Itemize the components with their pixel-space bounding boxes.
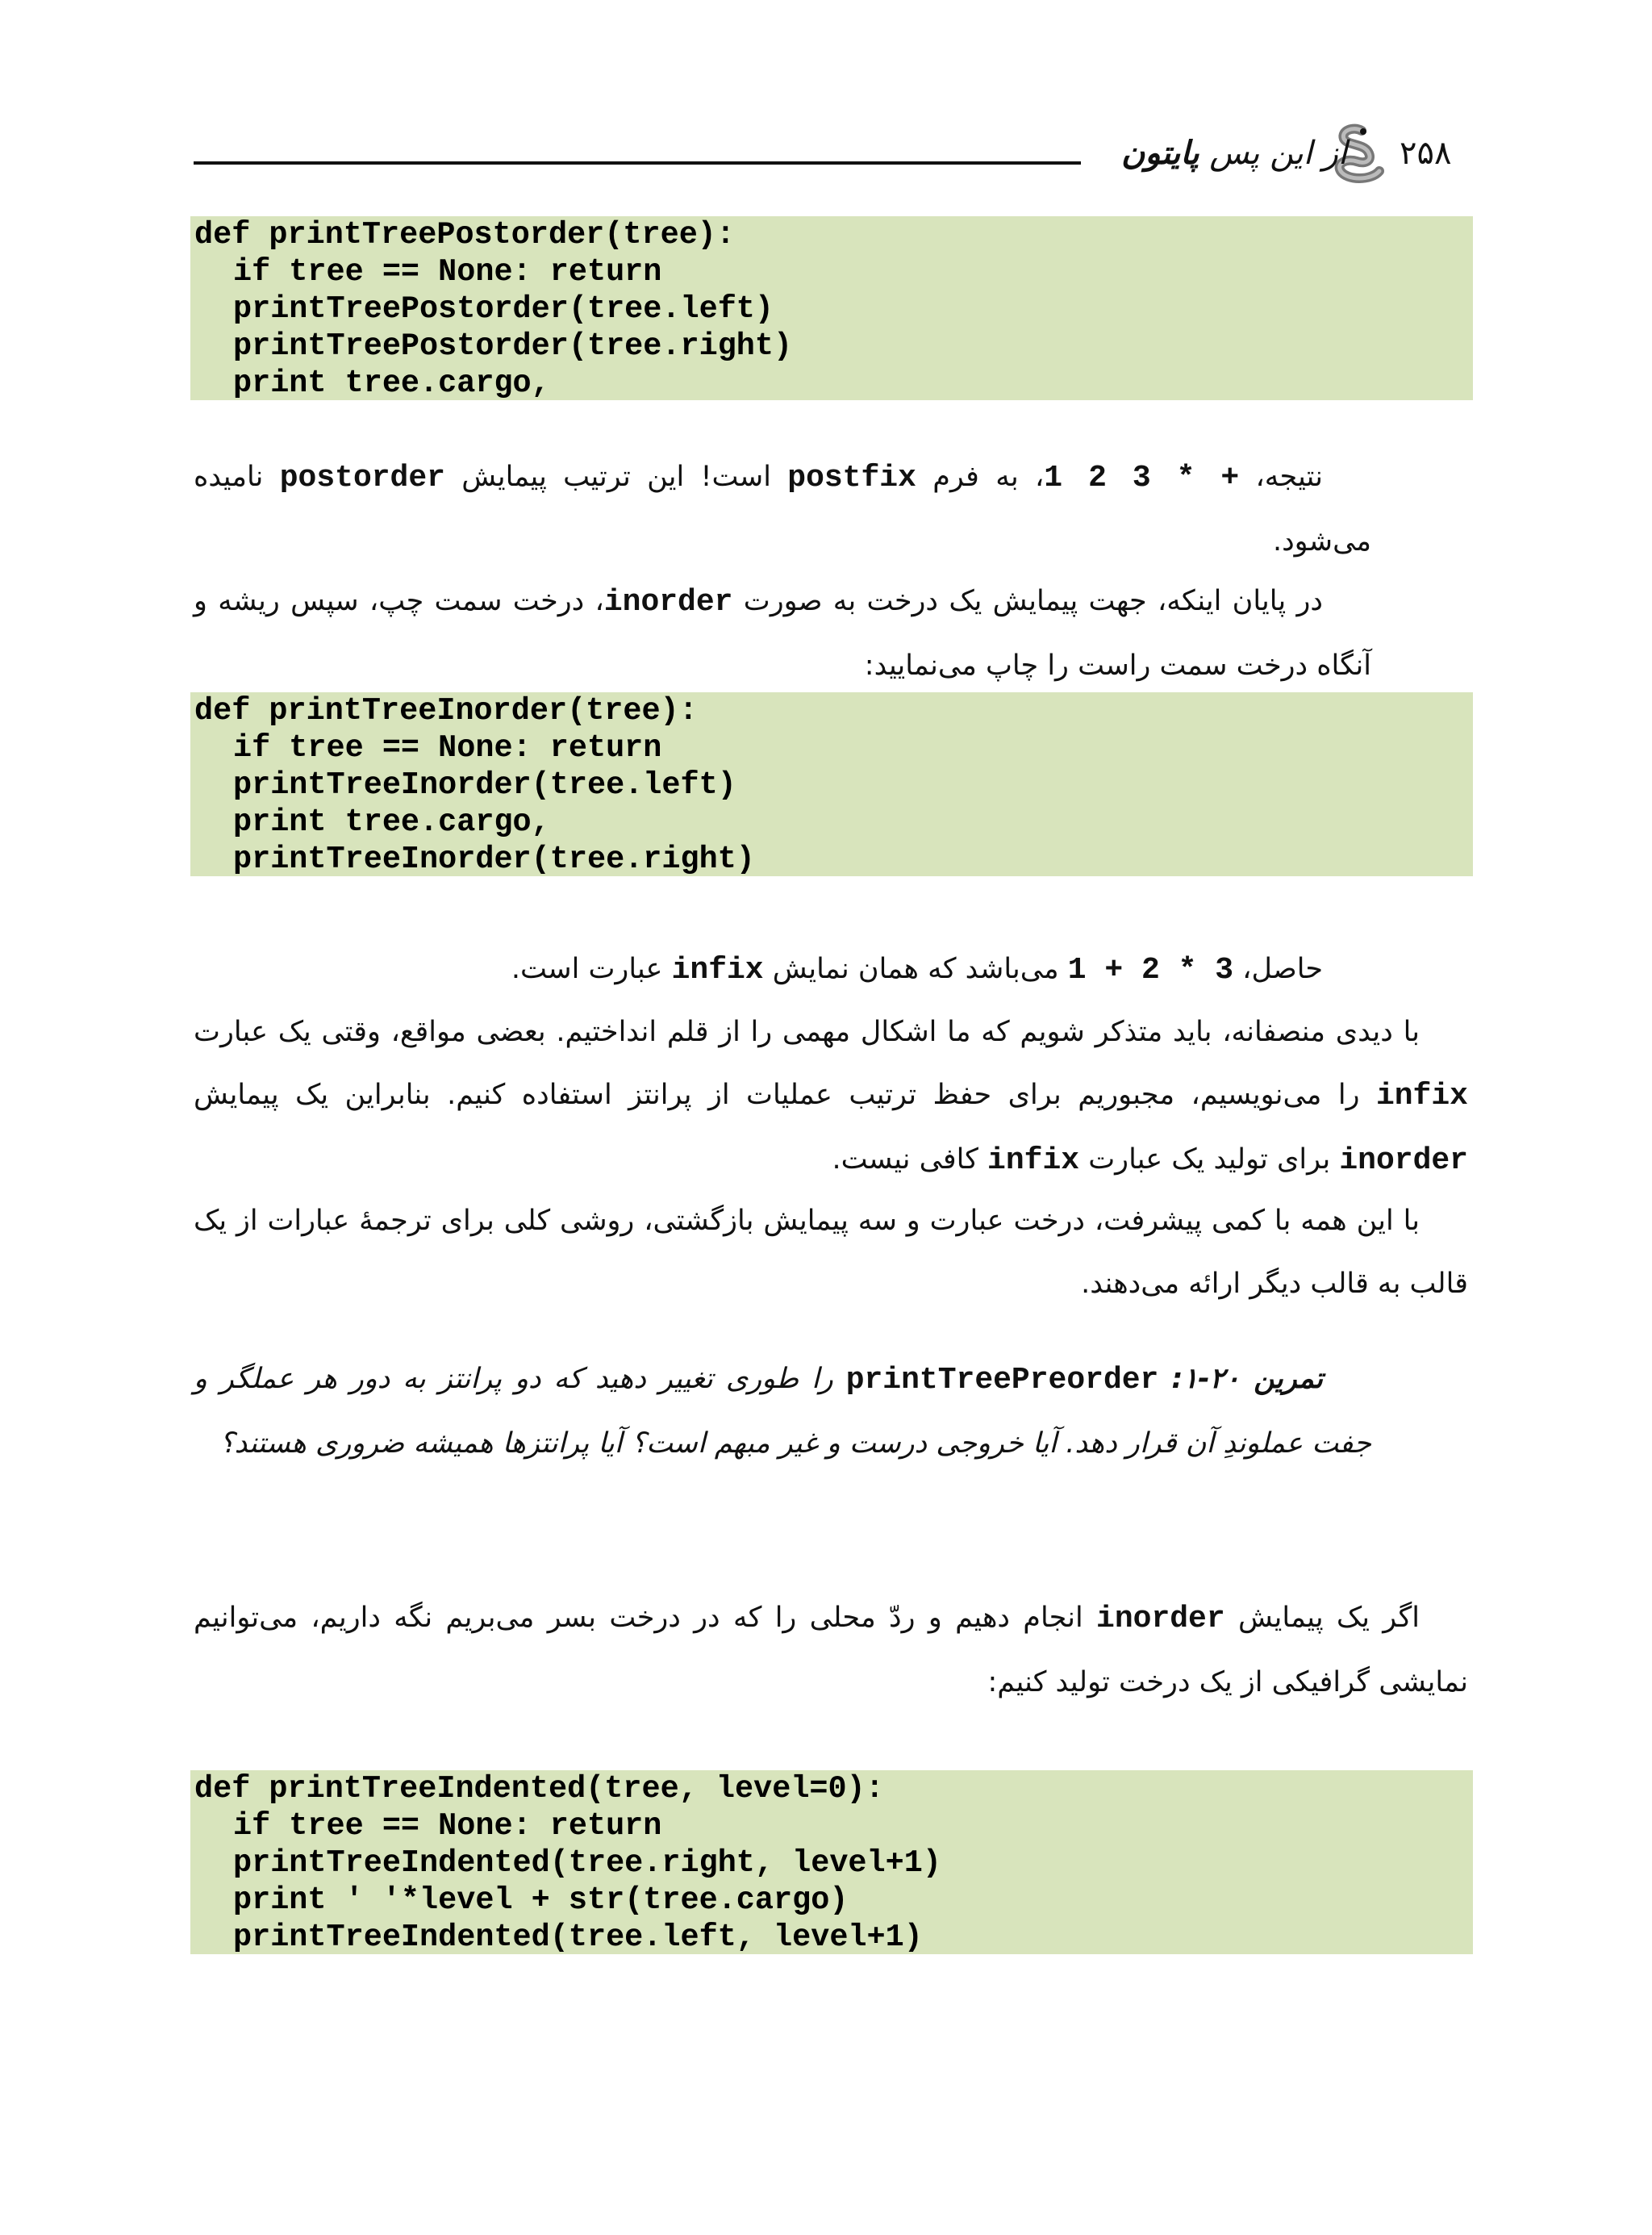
header-title-prefix: از این پس xyxy=(1209,135,1347,172)
code-block-postorder xyxy=(190,216,1473,400)
text: عبارت است. xyxy=(511,953,663,985)
paragraph-infix-result xyxy=(194,938,1371,1002)
code-line: printTreePostorder(tree.right) xyxy=(233,328,793,364)
exercise-text: را طوری تغییر دهید که دو پرانتز به دور هر عملگر و جفت عملوندِ آن قرار دهد. آیا خروجی درست و غیر مبهم است؟ آیا پرانتزها همیشه ضروری هستند؟ xyxy=(194,1363,1371,1460)
text: کافی نیست. xyxy=(832,1143,978,1176)
paragraph-graphical-tree xyxy=(194,1586,1468,1714)
code-block-inorder xyxy=(190,692,1473,876)
code-line: printTreePostorder(tree.left) xyxy=(233,291,774,327)
inline-code: 1 + 2 * 3 xyxy=(1067,953,1234,988)
text: می‌باشد که همان نمایش xyxy=(772,953,1059,985)
page-number: ۲۵۸ xyxy=(1400,135,1452,172)
code-line: print tree.cargo, xyxy=(233,804,550,840)
code-line: def printTreePostorder(tree): xyxy=(194,217,736,253)
exercise-20-1 xyxy=(194,1347,1371,1475)
code-line: print ' '*level + str(tree.cargo) xyxy=(233,1882,849,1918)
paragraph-inorder-intro xyxy=(194,570,1371,697)
text: نامیده می‌شود. xyxy=(194,461,1371,558)
inline-code: inorder xyxy=(603,585,733,620)
code-line: def printTreeIndented(tree, level=0): xyxy=(194,1771,884,1807)
text: است! این ترتیب پیمایش xyxy=(461,461,771,493)
inline-code: 1 2 3 * + xyxy=(1044,461,1240,495)
code-block-indented xyxy=(190,1770,1473,1954)
inline-code: printTreePreorder xyxy=(845,1363,1159,1397)
text: برای تولید یک عبارت xyxy=(1088,1143,1331,1176)
code-line: if tree == None: return xyxy=(233,730,662,766)
header-rule xyxy=(194,161,1081,165)
code-line: if tree == None: return xyxy=(233,254,662,290)
text: انجام دهیم و ردّ محلی را که در درخت بسر می‌بریم نگه داریم، می‌توانیم نمایشی گرافیکی از یک درخت تولید کنیم: xyxy=(194,1602,1468,1698)
text: ، به فرم xyxy=(932,461,1045,493)
text: با دیدی منصفانه، باید متذکر شویم که ما اشکال مهمی را از قلم انداختیم. بعضی مواقع، وقتی یک عبارت xyxy=(194,1016,1420,1048)
inline-code: postorder xyxy=(279,461,445,495)
inline-code: postfix xyxy=(787,461,916,495)
text: در پایان اینکه، جهت پیمایش یک درخت به صورت xyxy=(743,585,1323,617)
exercise-label: تمرین ۲۰-۱: xyxy=(1171,1363,1323,1395)
code-line: printTreeInorder(tree.left) xyxy=(233,767,736,803)
code-line: if tree == None: return xyxy=(233,1808,662,1844)
code-line: printTreeIndented(tree.left, level+1) xyxy=(233,1920,923,1955)
inline-code: inorder xyxy=(1339,1143,1468,1178)
text: نتیجه، xyxy=(1255,461,1323,493)
code-line: print tree.cargo, xyxy=(233,366,550,401)
inline-code: infix xyxy=(1375,1079,1468,1113)
inline-code: infix xyxy=(987,1143,1080,1178)
code-line: def printTreeInorder(tree): xyxy=(194,693,698,729)
code-line: printTreeInorder(tree.right) xyxy=(233,842,755,877)
inline-code: infix xyxy=(671,953,764,988)
paragraph-infix-problem xyxy=(194,1001,1468,1193)
text: ، درخت سمت چپ، سپس ریشه و آنگاه درخت سمت راست را چاپ می‌نمایید: xyxy=(194,585,1371,682)
code-line: printTreeIndented(tree.right, level+1) xyxy=(233,1845,941,1881)
text: اگر یک پیمایش xyxy=(1238,1602,1420,1634)
paragraph-translation: با این همه با کمی پیشرفت، درخت عبارت و سه پیمایش بازگشتی، روشی کلی برای ترجمهٔ عبارات از یک قالب به قالب دیگر ارائه می‌دهند. xyxy=(194,1205,1468,1300)
running-header xyxy=(1105,129,1347,178)
text: را می‌نویسیم، مجبوریم برای حفظ ترتیب عملیات از پرانتز استفاده کنیم. بنابراین یک پیمایش xyxy=(194,1079,1360,1111)
paragraph-postorder-result xyxy=(194,445,1371,573)
inline-code: inorder xyxy=(1096,1602,1225,1636)
text: حاصل، xyxy=(1242,953,1323,985)
header-book-title: پایتون xyxy=(1121,135,1199,172)
